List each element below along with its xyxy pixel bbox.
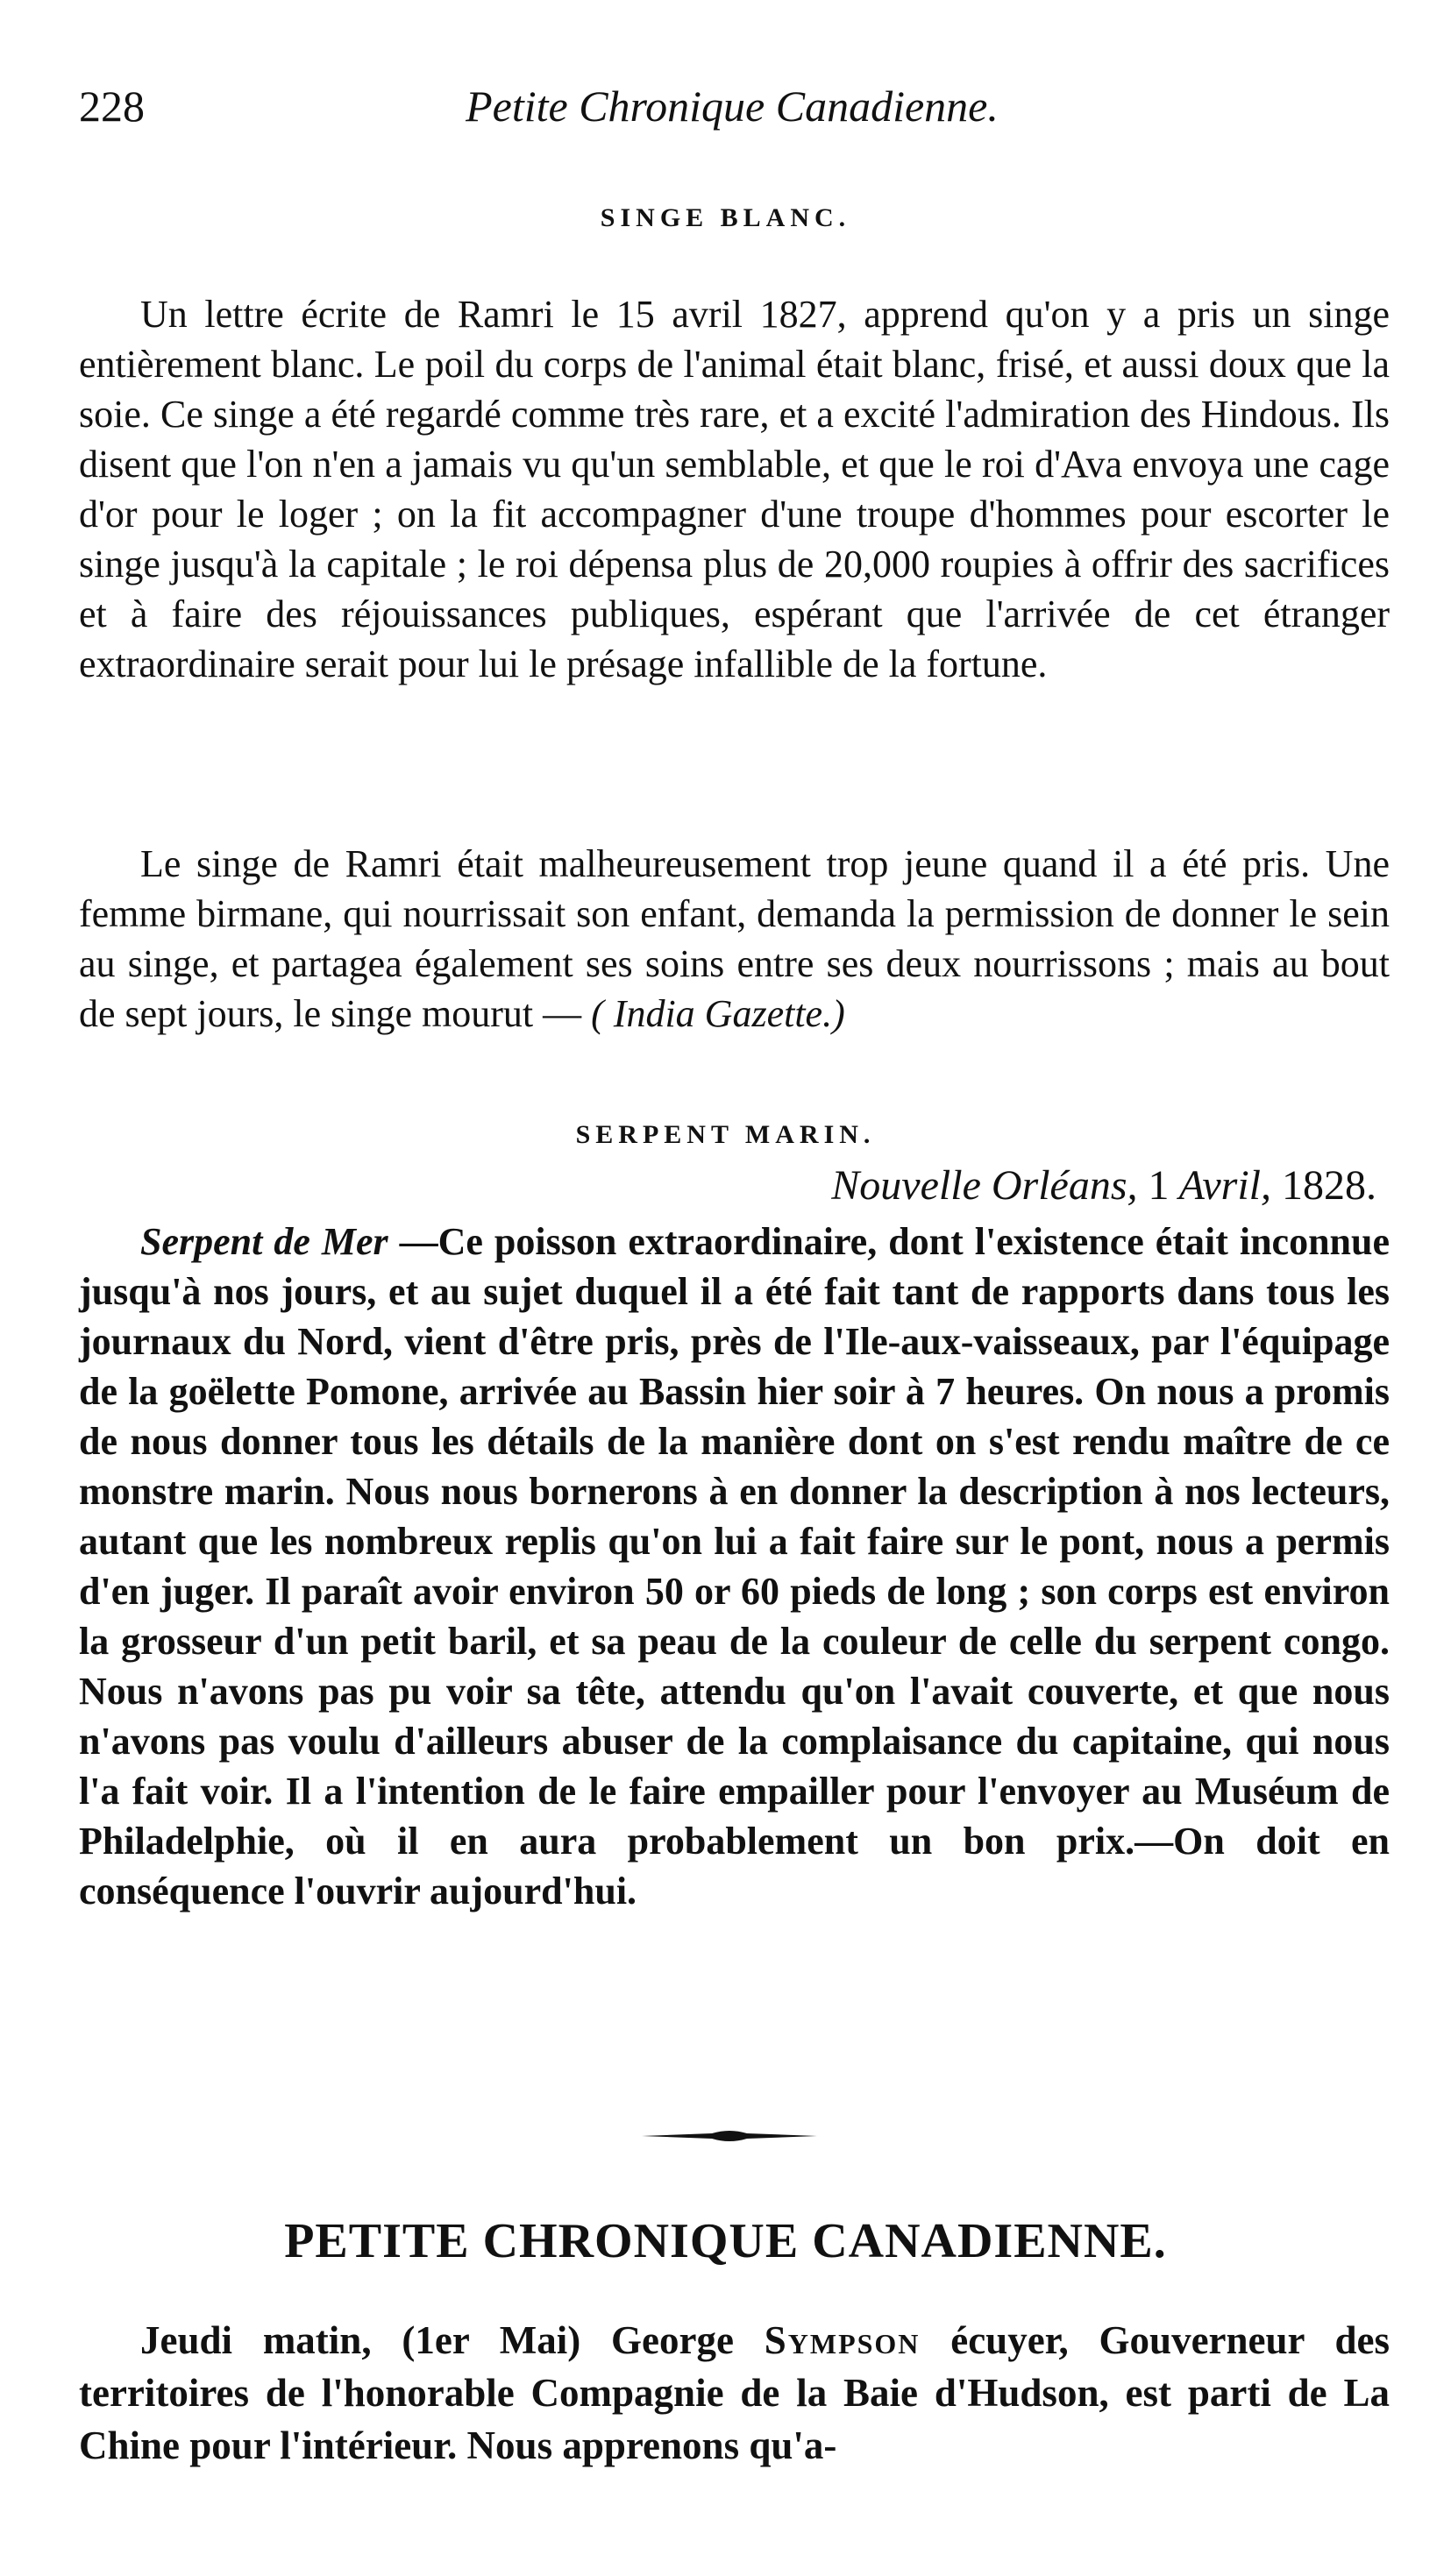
page-number: 228: [79, 82, 145, 131]
running-title: Petite Chronique Canadienne.: [466, 82, 999, 131]
lead-in: Serpent de Mer: [140, 1220, 388, 1263]
paragraph-singe-blanc-2: [79, 839, 1390, 1039]
section-heading-serpent-marin: SERPENT MARIN.: [575, 1120, 876, 1149]
paragraph-text: Le singe de Ramri était malheureusement trop jeune quand il a été pris. Une femme birmane, qui nourrissait son enfant, demanda la permission de donner le sein au singe, et partagea également ses soins entre ses deux nourrissons ; mais au bout de sept jours, le singe mourut —: [79, 842, 1390, 1035]
paragraph-chronique: [79, 2314, 1390, 2472]
person-name: Sympson: [764, 2318, 921, 2362]
section-heading-singe-blanc: SINGE BLANC.: [600, 203, 851, 232]
paragraph-text-start: Jeudi matin, (1er Mai) George: [140, 2318, 734, 2362]
paragraph-text-end: écuyer, Gouverneur des territoires de l'honorable Compagnie de la Baie d'Hudson, est parti de La Chine pour l'intérieur. Nous apprenons qu'a-: [79, 2318, 1391, 2467]
source-citation: ( India Gazette.): [591, 992, 845, 1035]
dateline-year: 1828.: [1282, 1162, 1376, 1209]
paragraph-singe-blanc-1: Un lettre écrite de Ramri le 15 avril 1827, apprend qu'on y a pris un singe entièrement blanc. Le poil du corps de l'animal était blanc, frisé, et aussi doux que la soie. Ce singe a été regardé comme très rare, et a excité l'admiration des Hindous. Ils disent que l'on n'en a jamais vu qu'un semblable, et que le roi d'Ava envoya une cage d'or pour le loger ; on la fit accompagner d'une troupe d'hommes pour escorter le singe jusqu'à la capitale ; le roi dépensa plus de 20,000 roupies à offrir des sacrifices et à faire des réjouissances publiques, espérant que l'arrivée de cet étranger extraordinaire serait pour lui le présage infallible de la fortune.: [79, 293, 1390, 685]
chapter-heading: PETITE CHRONIQUE CANADIENNE.: [284, 2214, 1167, 2268]
dateline-place: Nouvelle Orléans,: [831, 1162, 1138, 1209]
dateline-month: Avril,: [1178, 1162, 1271, 1209]
dateline: [831, 1161, 1376, 1210]
ornamental-rule: [642, 2128, 817, 2144]
dateline-day: 1: [1148, 1162, 1170, 1209]
running-head: [79, 81, 1385, 151]
paragraph-serpent-marin: [79, 1217, 1390, 1916]
paragraph-text: —Ce poisson extraordinaire, dont l'existence était inconnue jusqu'à nos jours, et au sujet duquel il a été fait tant de rapports dans tous les journaux du Nord, vient d'être pris, près de l'Ile-aux-vaisseaux, par l'équipage de la goëlette Pomone, arrivée au Bassin hier soir à 7 heures. On nous a promis de nous donner tous les détails de la manière dont on s'est rendu maître de ce monstre marin. Nous nous bornerons à en donner la description à nos lecteurs, autant que les nombreux replis qu'on lui a fait faire sur le pont, nous a permis d'en juger. Il paraît avoir environ 50 or 60 pieds de long ; son corps est environ la grosseur d'un petit baril, et sa peau de la couleur de celle du serpent congo. Nous n'avons pas pu voir sa tête, attendu qu'on l'avait couverte, et que nous n'avons pas voulu d'ailleurs abuser de la complaisance du capitaine, qui nous l'a fait voir. Il a l'intention de le faire empailler pour l'envoyer au Muséum de Philadelphie, où il en aura probablement un bon prix.—On doit en conséquence l'ouvrir aujourd'hui.: [79, 1220, 1391, 1912]
